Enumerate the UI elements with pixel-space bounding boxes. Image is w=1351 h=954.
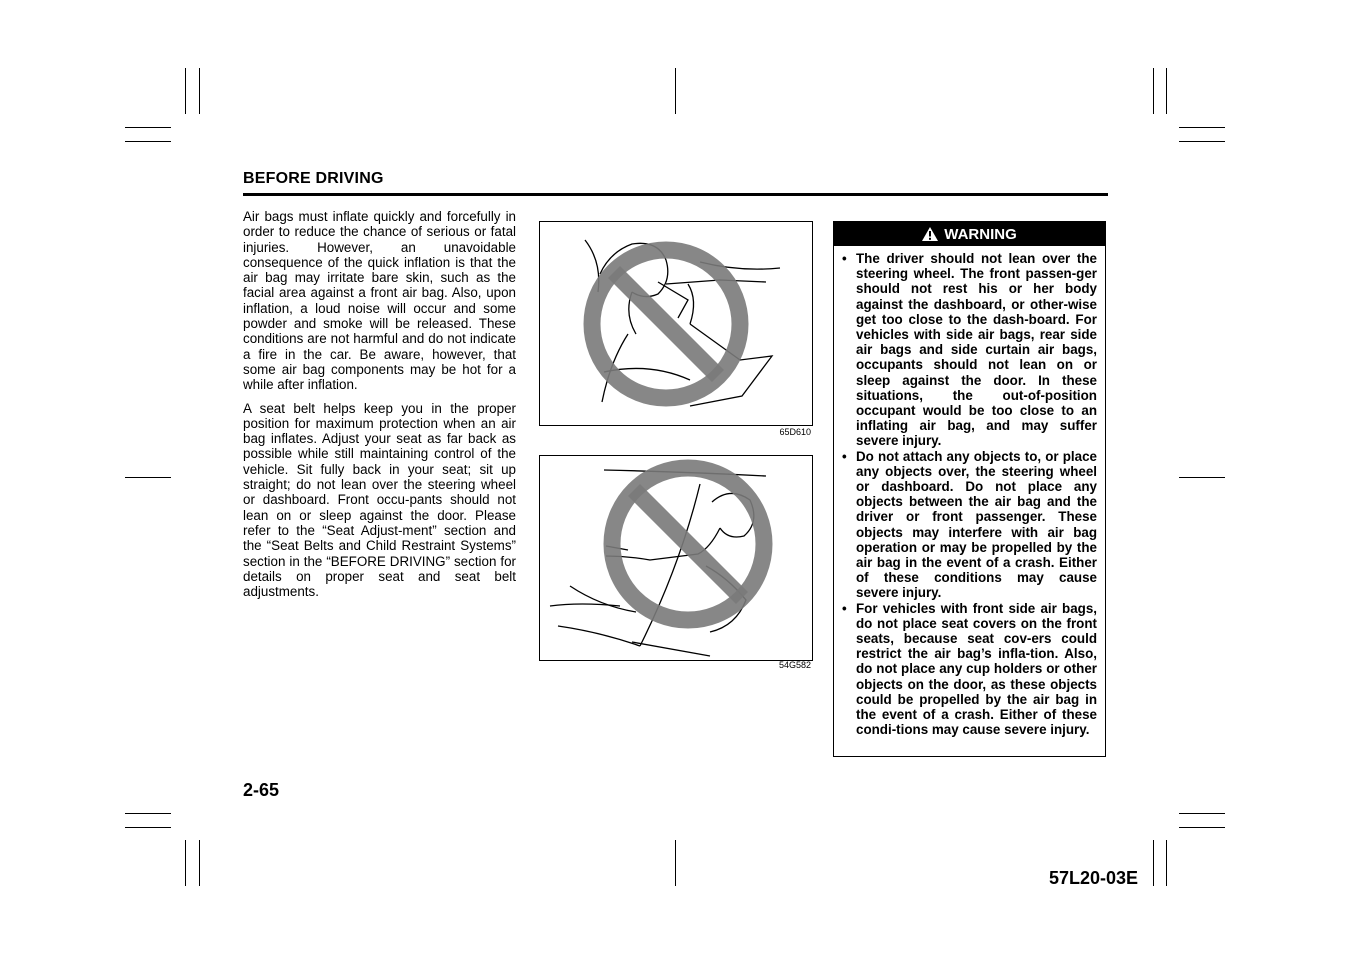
warning-item: • Do not attach any objects to, or place any objects over, the steering wheel or dashboard. Do not place any objects between the air bag and the driver or front passenger. These objects may interfere with air bag operation or may be propelled by the air bag in the event of a crash. Either of these conditions may cause severe injury. <box>842 449 1097 601</box>
page-number: 2-65 <box>243 780 280 800</box>
body-paragraph: A seat belt helps keep you in the proper position for maximum protection when an air bag inflates. Adjust your seat as far back as possible while still maintaining control of the vehicle. Sit fully back in your seat; sit up straight; do not lean over the steering wheel or dashboard. Front occu-pants should not lean on or sleep against the door. Please refer to the “Seat Adjust-ment” section and the “Seat Belts and Child Restraint Systems” section in the “BEFORE DRIVING” section for details on proper seat and seat belt adjustments. <box>243 400 516 600</box>
document-code: 57L20-03E <box>1049 868 1139 888</box>
warning-header <box>834 222 1105 246</box>
title-rule <box>243 193 1108 196</box>
figure-code: 65D610 <box>779 427 811 437</box>
figure-code: 54G582 <box>778 660 811 670</box>
warning-item: • The driver should not lean over the steering wheel. The front passen-ger should not rest his or her body against the dashboard, or other-wise get too close to the dash-board. For vehicles with side air bags, rear side air bags and side curtain air bags, occupants should not lean on or sleep against the door. In these situations, the out-of-position occupant would be too close to an inflating air bag, and may suffer severe injury. <box>842 251 1097 449</box>
door-occupant-illustration <box>540 456 812 660</box>
warning-list <box>834 246 1105 738</box>
warning-heading: WARNING <box>944 225 1017 243</box>
warning-triangle-icon <box>922 227 938 241</box>
prohibition-slash <box>634 490 742 598</box>
body-text <box>243 209 516 607</box>
warning-box <box>833 221 1106 757</box>
figure-leaning-on-door <box>539 455 813 661</box>
section-title: BEFORE DRIVING <box>243 170 384 187</box>
figure-leaning-over-wheel <box>539 221 813 426</box>
body-paragraph: Air bags must inflate quickly and forcefully in order to reduce the chance of serious or fatal injuries. However, an unavoidable consequence of the quick inflation is that the air bag may irritate bare skin, such as the facial area against a front air bag. Also, upon inflation, a loud noise will occur and some powder and smoke will be released. These conditions are not harmful and do not indicate a fire in the car. Be aware, however, that some air bag components may be hot for a while after inflation. <box>243 209 516 393</box>
leaning-driver-illustration <box>540 222 812 425</box>
prohibition-slash <box>614 272 718 376</box>
warning-item: • For vehicles with front side air bags, do not place seat covers on the front seats, because seat cov-ers could restrict the air bag’s infla-tion. Also, do not place any cup holders or other objects on the door, as these objects could be propelled by the air bag in the event of a crash. Either of these condi-tions may cause severe injury. <box>842 601 1097 738</box>
